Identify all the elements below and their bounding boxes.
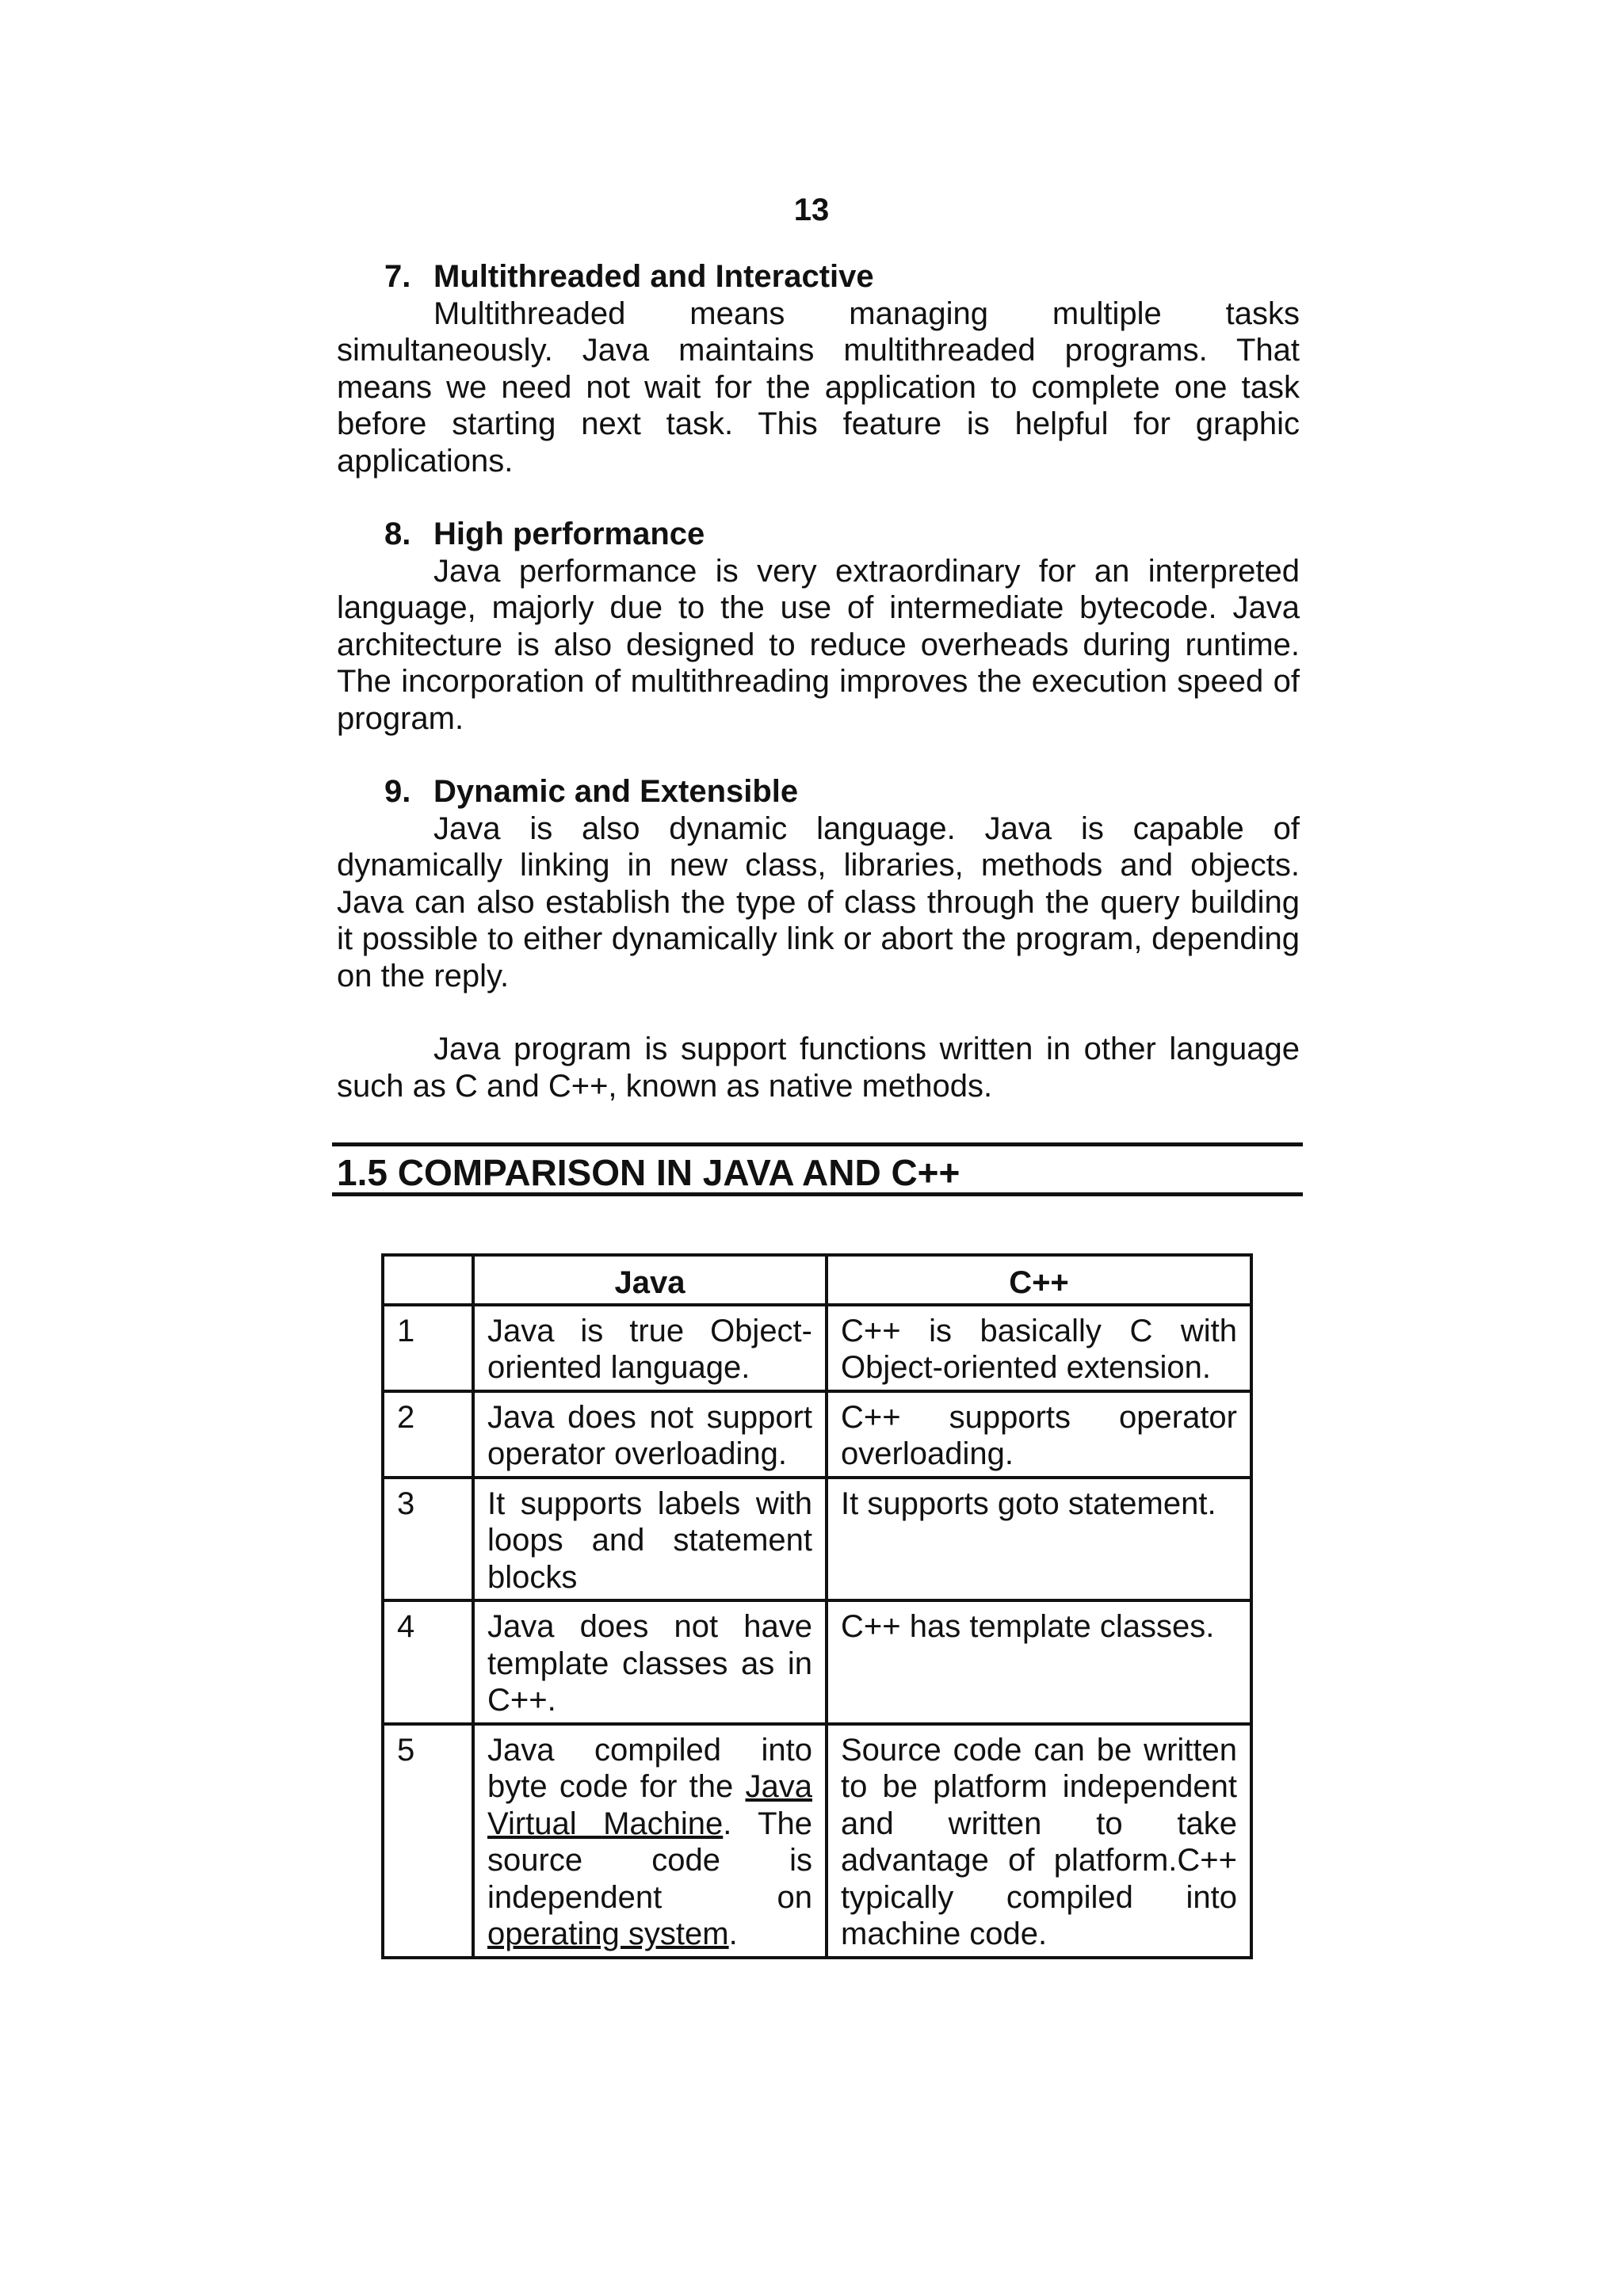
feature-title: Dynamic and Extensible [433, 774, 799, 809]
table-header-row [383, 1255, 1251, 1305]
cpp-cell: Source code can be written to be platform independent and written to take advantage of platform.C++ typically compiled into machine code. [827, 1724, 1251, 1958]
feature-list [337, 258, 1300, 1104]
header-blank [383, 1255, 473, 1305]
table-row [383, 1305, 1251, 1391]
jvm-link[interactable]: Java Virtual Machine [487, 1769, 812, 1841]
feature-number: 7. [384, 259, 411, 294]
feature-title: High performance [433, 517, 705, 551]
operating-system-link[interactable]: operating system [487, 1917, 729, 1951]
feature-text: Java performance is very extraordinary for an interpreted language, majorly due to the use of intermediate bytecode. Java architecture is also designed to reduce overheads during runtime. The incorporation of multithreading improves the execution speed of program. [337, 553, 1300, 736]
feature-number: 8. [384, 517, 411, 551]
java-text-part: . [728, 1917, 738, 1951]
feature-item-dynamic [337, 773, 1300, 994]
feature-heading [337, 516, 1300, 553]
row-number: 5 [383, 1724, 473, 1958]
header-java: Java [473, 1255, 827, 1305]
cpp-cell: C++ is basically C with Object-oriented extension. [827, 1305, 1251, 1391]
row-number: 4 [383, 1600, 473, 1724]
page-number: 13 [793, 193, 830, 227]
cpp-cell: It supports goto statement. [827, 1478, 1251, 1601]
table-row [383, 1391, 1251, 1478]
table-row [383, 1724, 1251, 1958]
feature-number: 9. [384, 774, 411, 809]
section-title: 1.5 COMPARISON IN JAVA AND C++ [332, 1142, 1303, 1196]
cpp-cell: C++ supports operator overloading. [827, 1391, 1251, 1478]
row-number: 3 [383, 1478, 473, 1601]
table-row [383, 1600, 1251, 1724]
java-cell: Java is true Object-oriented language. [473, 1305, 827, 1391]
feature-item-multithreaded [337, 258, 1300, 479]
cpp-cell: C++ has template classes. [827, 1600, 1251, 1724]
table-row [383, 1478, 1251, 1601]
java-cell: It supports labels with loops and statement blocks [473, 1478, 827, 1601]
feature-text: Java is also dynamic language. Java is capable of dynamically linking in new class, libraries, methods and objects. Java can also establish the type of class through the query building it possible to either dynamically link or abort the program, depending on the reply. [337, 810, 1300, 994]
feature-text: Multithreaded means managing multiple tasks simultaneously. Java maintains multithreaded programs. That means we need not wait for the application to complete one task before starting next task. This feature is helpful for graphic applications. [337, 296, 1300, 479]
feature-title: Multithreaded and Interactive [433, 259, 874, 294]
feature-item-high-performance [337, 516, 1300, 737]
java-cell: Java does not have template classes as in C++. [473, 1600, 827, 1724]
native-methods-paragraph: Java program is support functions written in other language such as C and C++, known as native methods. [337, 1032, 1300, 1104]
row-number: 1 [383, 1305, 473, 1391]
feature-heading [337, 258, 1300, 296]
row-number: 2 [383, 1391, 473, 1478]
java-cell [473, 1724, 827, 1958]
feature-heading [337, 773, 1300, 810]
java-text-part: Java compiled into byte code for the [487, 1732, 812, 1804]
header-cpp: C++ [827, 1255, 1251, 1305]
java-cell: Java does not support operator overloading. [473, 1391, 827, 1478]
java-text-part: . The source code is independent on [487, 1806, 812, 1915]
comparison-table [381, 1253, 1253, 1959]
